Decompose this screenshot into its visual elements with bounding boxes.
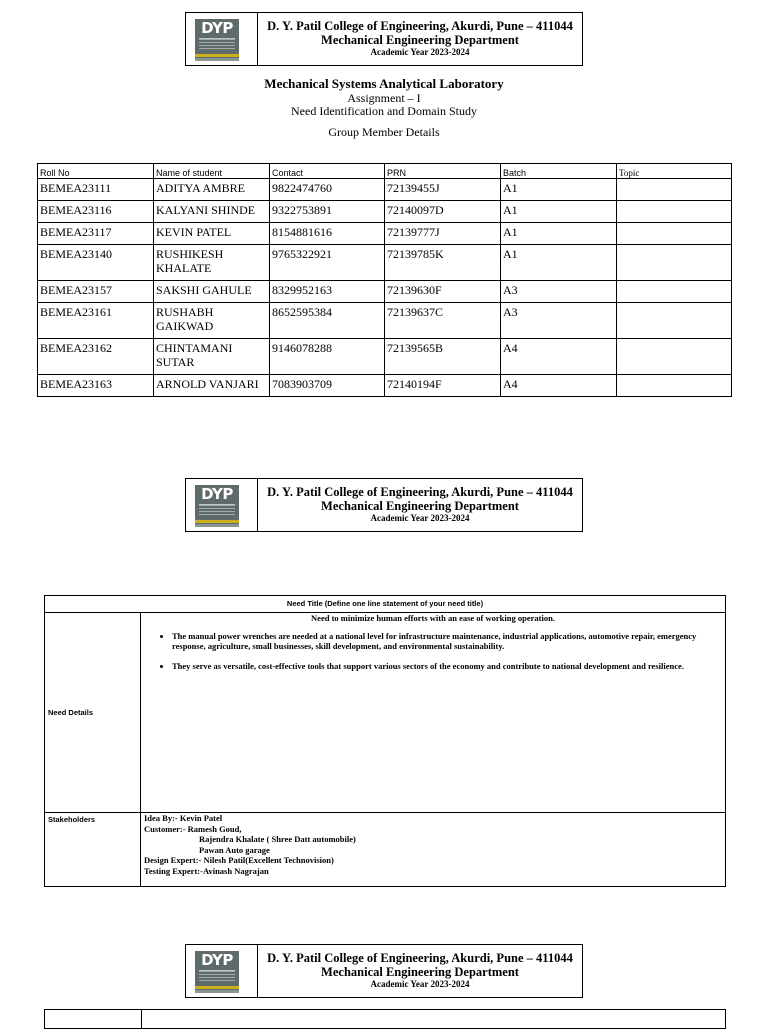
- need-title-label: Need Title (Define one line statement of your need title): [45, 596, 726, 613]
- cell-topic: [617, 303, 732, 339]
- table-row: [38, 245, 732, 281]
- cell-topic: [617, 223, 732, 245]
- cell-roll-no: BEMEA23162: [38, 339, 154, 375]
- cell-name: CHINTAMANI SUTAR: [154, 339, 270, 375]
- group-title: Group Member Details: [328, 125, 440, 139]
- cell-prn: 72139630F: [385, 281, 501, 303]
- stakeholder-line: Design Expert:- Nilesh Patil(Excellent Technovision): [144, 855, 334, 865]
- cell-prn: 72139637C: [385, 303, 501, 339]
- table-header-row: [38, 164, 732, 179]
- col-header-roll-no: Roll No: [38, 164, 154, 179]
- cell-name: RUSHIKESH KHALATE: [154, 245, 270, 281]
- cell-roll-no: BEMEA23140: [38, 245, 154, 281]
- stakeholder-line: Customer:- Ramesh Goud,: [144, 823, 242, 834]
- table-row: [38, 179, 732, 201]
- cell-batch: A1: [501, 179, 617, 201]
- cell-topic: [617, 339, 732, 375]
- table-row: [38, 281, 732, 303]
- col-header-contact: Contact: [270, 164, 385, 179]
- cell-topic: [617, 201, 732, 223]
- cell-batch: A3: [501, 303, 617, 339]
- college-logo: [195, 951, 239, 993]
- assignment-title: Assignment – I: [347, 91, 421, 105]
- cell-prn: 72140194F: [385, 375, 501, 397]
- logo-text: DYP: [201, 951, 233, 969]
- cell-batch: A1: [501, 245, 617, 281]
- table-row: [38, 375, 732, 397]
- cell-contact: 9822474760: [270, 179, 385, 201]
- cell-batch: A1: [501, 223, 617, 245]
- academic-year: Academic Year 2023-2024: [370, 513, 470, 523]
- college-header: [185, 944, 583, 998]
- department-name: Mechanical Engineering Department: [321, 33, 519, 47]
- cell-topic: [617, 245, 732, 281]
- college-name: D. Y. Patil College of Engineering, Akurdi, Pune – 411044: [267, 485, 573, 499]
- cell-roll-no: BEMEA23111: [38, 179, 154, 201]
- cell-roll-no: BEMEA23117: [38, 223, 154, 245]
- need-details-cell: [141, 613, 726, 813]
- cell-name: ADITYA AMBRE: [154, 179, 270, 201]
- next-table-partial: [44, 1009, 726, 1029]
- need-details-row: [45, 613, 726, 813]
- stakeholder-line: Rajendra Khalate ( Shree Datt automobile): [199, 834, 356, 844]
- college-logo: [195, 19, 239, 61]
- logo-cell: [186, 945, 258, 997]
- stakeholder-line: Testing Expert:-Avinash Nagrajan: [144, 865, 269, 876]
- list-item: • They serve as versatile, cost-effective tools that support various sectors of the economy and contribute to national development and resilience.: [172, 661, 722, 671]
- col-header-batch: Batch: [501, 164, 617, 179]
- need-title-value: Need to minimize human efforts with an ease of working operation.: [311, 613, 555, 623]
- cell-roll-no: BEMEA23161: [38, 303, 154, 339]
- cell-batch: A3: [501, 281, 617, 303]
- group-members-table: [37, 163, 732, 397]
- cell-name: KEVIN PATEL: [154, 223, 270, 245]
- cell-prn: 72139785K: [385, 245, 501, 281]
- cell-topic: [617, 281, 732, 303]
- college-header: [185, 478, 583, 532]
- department-name: Mechanical Engineering Department: [321, 499, 519, 513]
- college-header: [185, 12, 583, 66]
- need-details-label: Need Details: [45, 613, 141, 813]
- cell-roll-no: BEMEA23163: [38, 375, 154, 397]
- col-header-name: Name of student: [154, 164, 270, 179]
- academic-year: Academic Year 2023-2024: [370, 47, 470, 57]
- table-row: [38, 339, 732, 375]
- cell-prn: 72139455J: [385, 179, 501, 201]
- cell-prn: 72140097D: [385, 201, 501, 223]
- college-name: D. Y. Patil College of Engineering, Akurdi, Pune – 411044: [267, 19, 573, 33]
- cell-topic: [617, 179, 732, 201]
- logo-text: DYP: [201, 485, 233, 503]
- cell-contact: 9146078288: [270, 339, 385, 375]
- stakeholders-label: Stakeholders: [45, 813, 141, 887]
- cell-name: RUSHABH GAIKWAD: [154, 303, 270, 339]
- table-row: [38, 201, 732, 223]
- need-title-row: [45, 596, 726, 613]
- table-row: [38, 223, 732, 245]
- stakeholders-cell: [141, 813, 726, 887]
- cell-contact: 7083903709: [270, 375, 385, 397]
- academic-year: Academic Year 2023-2024: [370, 979, 470, 989]
- stakeholders-row: [45, 813, 726, 887]
- document-titles: [0, 76, 768, 139]
- cell-contact: 8652595384: [270, 303, 385, 339]
- cell-topic: [617, 375, 732, 397]
- cell-name: ARNOLD VANJARI: [154, 375, 270, 397]
- table-row: [38, 303, 732, 339]
- college-logo: [195, 485, 239, 527]
- cell-name: SAKSHI GAHULE: [154, 281, 270, 303]
- col-header-topic: Topic: [617, 164, 732, 179]
- cell-contact: 8329952163: [270, 281, 385, 303]
- need-details-list: [144, 631, 722, 671]
- logo-text: DYP: [201, 19, 233, 37]
- cell-contact: 8154881616: [270, 223, 385, 245]
- lab-title: Mechanical Systems Analytical Laboratory: [264, 76, 504, 91]
- cell-prn: 72139565B: [385, 339, 501, 375]
- college-name: D. Y. Patil College of Engineering, Akurdi, Pune – 411044: [267, 951, 573, 965]
- cell-roll-no: BEMEA23116: [38, 201, 154, 223]
- col-header-prn: PRN: [385, 164, 501, 179]
- cell-contact: 9322753891: [270, 201, 385, 223]
- cell-batch: A4: [501, 375, 617, 397]
- list-item: • The manual power wrenches are needed at a national level for infrastructure maintenance, industrial applications, automotive repair, emergency response, agriculture, small businesses, skill development, and environmental sustainability.: [172, 631, 722, 651]
- cell-roll-no: BEMEA23157: [38, 281, 154, 303]
- subject-title: Need Identification and Domain Study: [291, 104, 477, 118]
- need-table: [44, 595, 726, 887]
- cell-prn: 72139777J: [385, 223, 501, 245]
- stakeholder-line: Pawan Auto garage: [199, 844, 270, 855]
- cell-batch: A4: [501, 339, 617, 375]
- logo-cell: [186, 13, 258, 65]
- logo-cell: [186, 479, 258, 531]
- stakeholder-line: Idea By:- Kevin Patel: [144, 813, 223, 823]
- cell-contact: 9765322921: [270, 245, 385, 281]
- department-name: Mechanical Engineering Department: [321, 965, 519, 979]
- cell-name: KALYANI SHINDE: [154, 201, 270, 223]
- cell-batch: A1: [501, 201, 617, 223]
